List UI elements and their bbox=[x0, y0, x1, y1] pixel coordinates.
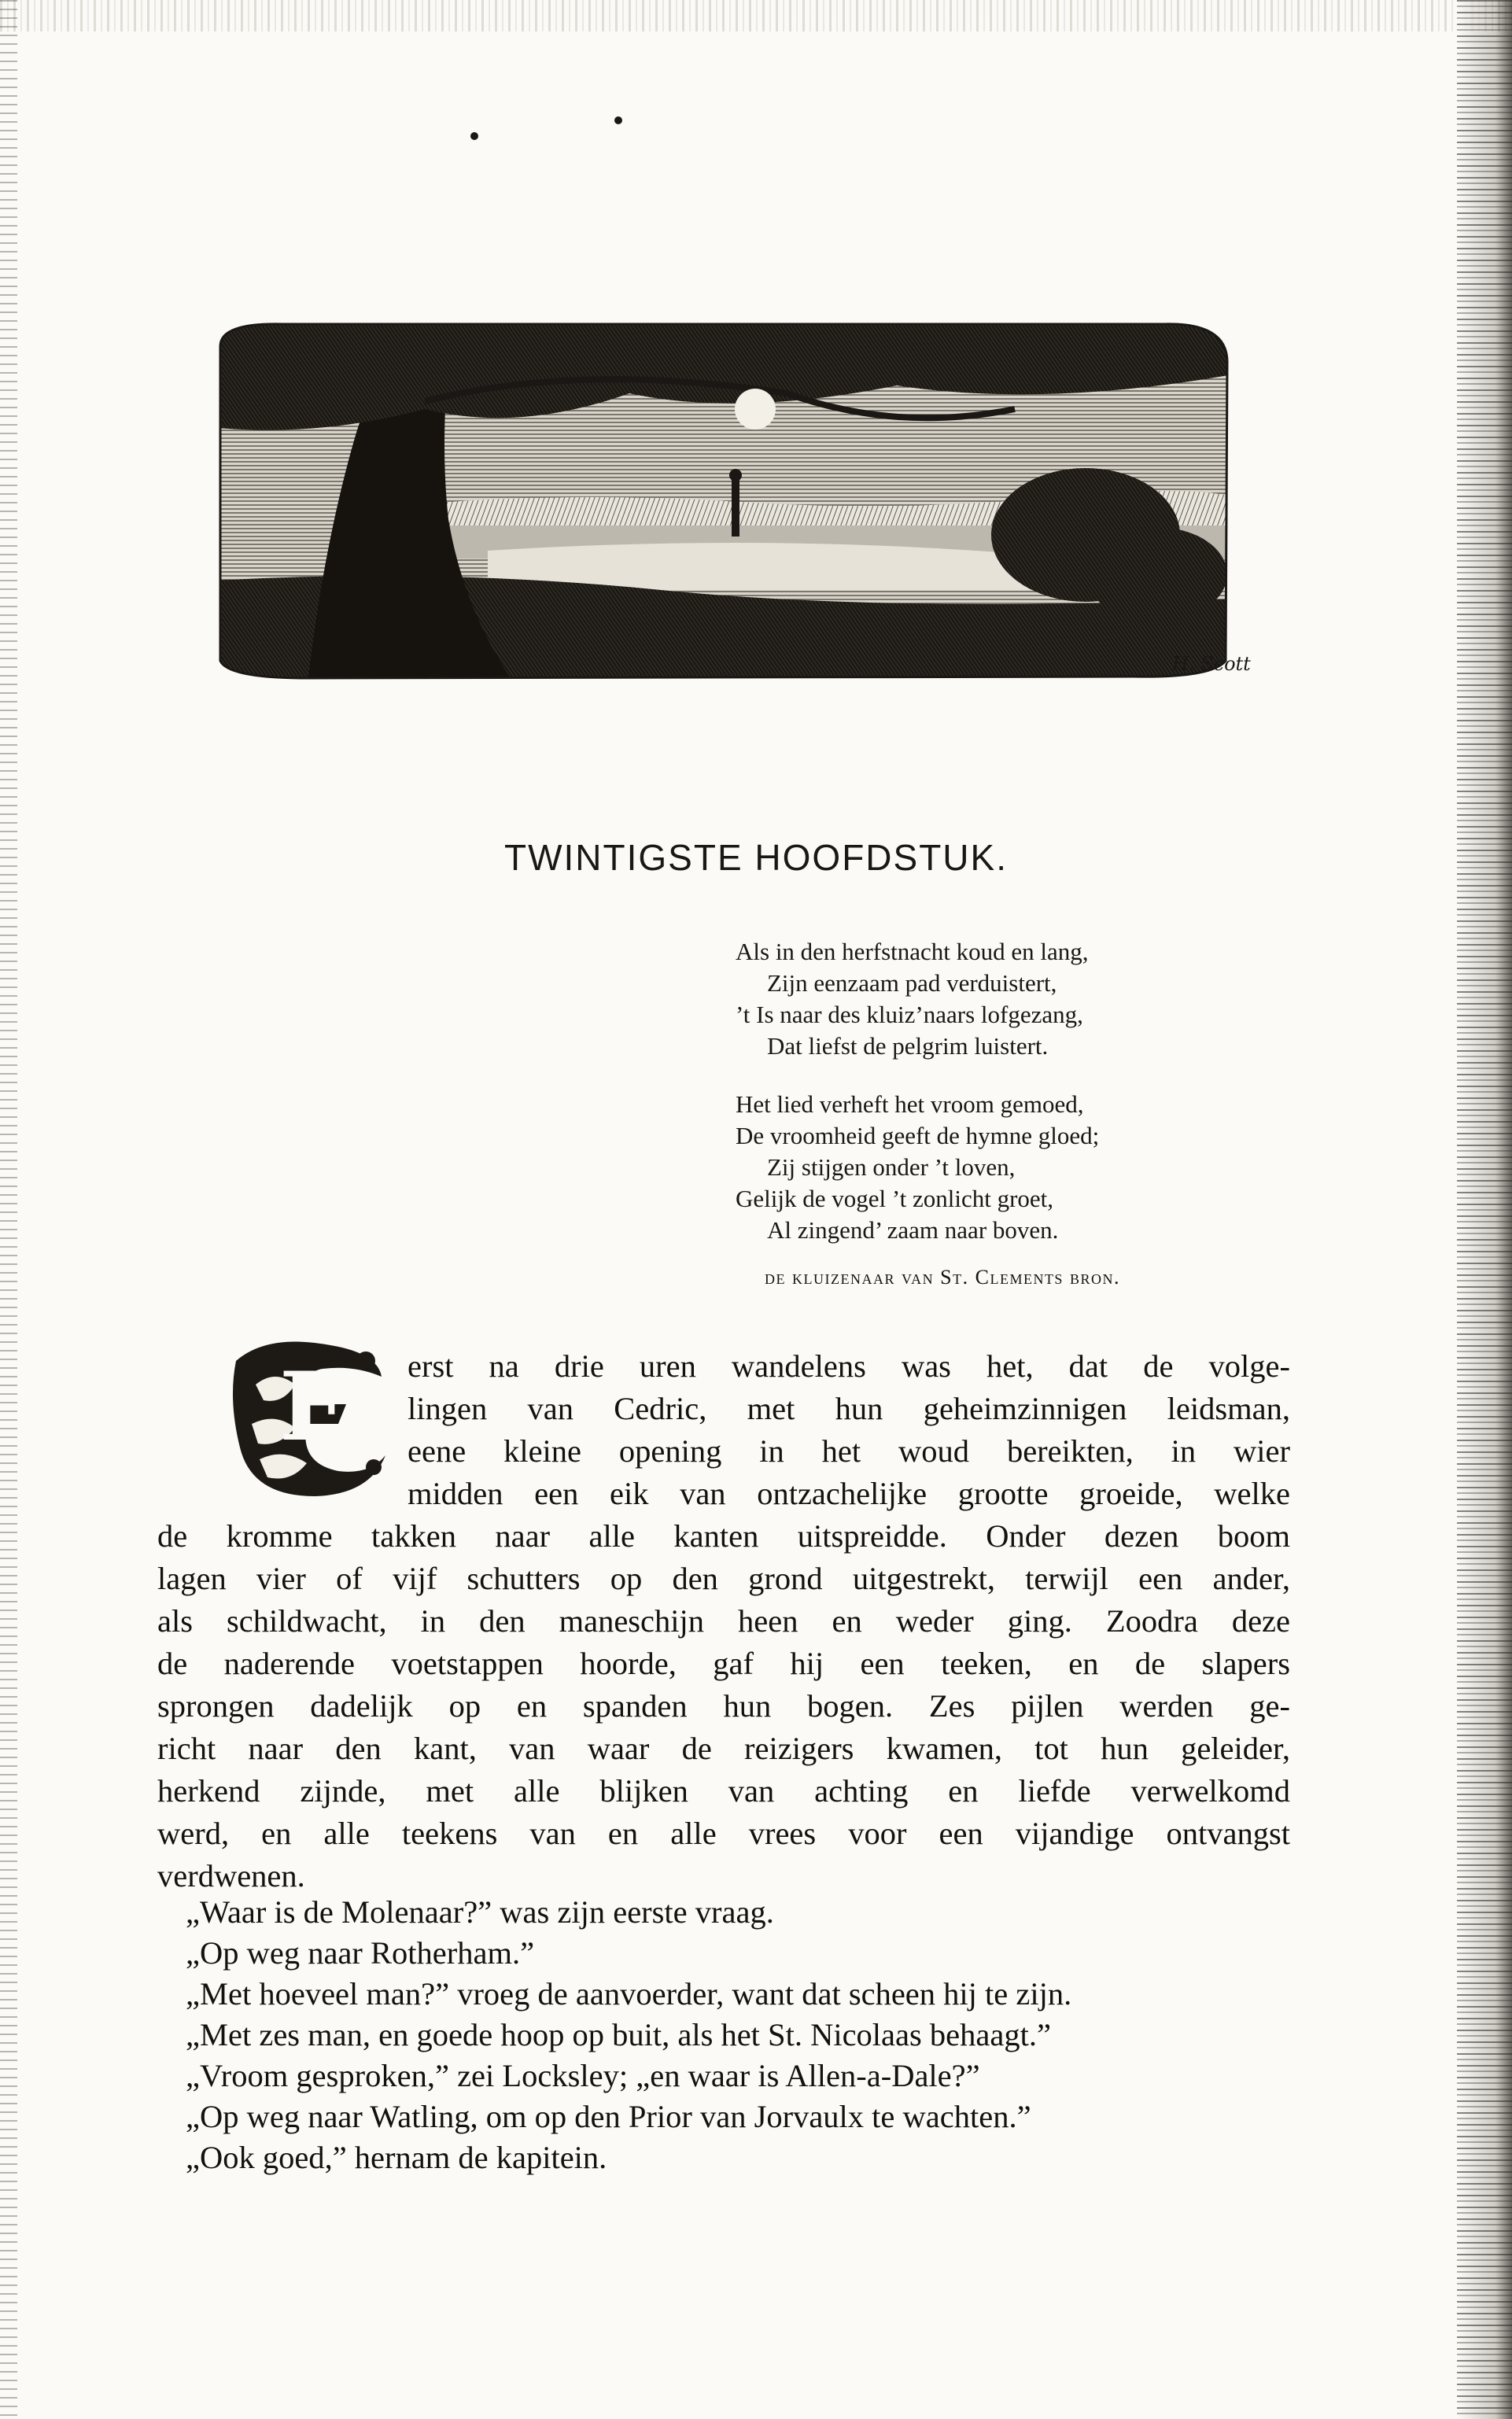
paragraph-line: verdwenen. bbox=[157, 1858, 305, 1894]
moonlit-oak-engraving bbox=[189, 315, 1259, 691]
paragraph-line: sprongen dadelijk op en spanden hun bogen. Zes pijlen werden ge- bbox=[157, 1688, 1290, 1724]
ink-speck bbox=[470, 132, 478, 140]
verse-line: Als in den herfstnacht koud en lang, bbox=[736, 938, 1089, 965]
page-edge-left bbox=[0, 0, 17, 2419]
paragraph-line: herkend zijnde, met alle blijken van achting en liefde verwelkomd bbox=[157, 1773, 1290, 1809]
page-edge-right bbox=[1457, 0, 1512, 2419]
verse-line: De vroomheid geeft de hymne gloed; bbox=[736, 1122, 1100, 1149]
paragraph-line: als schildwacht, in den maneschijn heen en weder ging. Zoodra deze bbox=[157, 1603, 1290, 1639]
paragraph-line: erst na drie uren wandelens was het, dat de volge- bbox=[408, 1348, 1290, 1384]
drop-cap-letter: E bbox=[279, 1351, 352, 1462]
verse-line: Gelijk de vogel ’t zonlicht groet, bbox=[736, 1185, 1054, 1212]
dialogue-line: „Op weg naar Watling, om op den Prior van Jorvaulx te wachten.” bbox=[186, 2099, 1031, 2134]
paragraph-line: eene kleine opening in het woud bereikten, in wier bbox=[408, 1433, 1290, 1469]
dialogue-line: „Met zes man, en goede hoop op buit, als het St. Nicolaas behaagt.” bbox=[186, 2017, 1051, 2052]
ink-speck bbox=[614, 116, 622, 124]
verse-line: ’t Is naar des kluiz’naars lofgezang, bbox=[736, 1001, 1083, 1028]
dialogue-line: „Op weg naar Rotherham.” bbox=[186, 1935, 535, 1971]
dialogue-block bbox=[186, 1892, 1287, 2178]
epigraph-attribution: de kluizenaar van St. Clements bron. bbox=[765, 1266, 1120, 1289]
paragraph-line: lagen vier of vijf schutters op den grond uitgestrekt, terwijl een ander, bbox=[157, 1561, 1290, 1596]
paragraph-line: lingen van Cedric, met hun geheimzinnigen leidsman, bbox=[408, 1391, 1290, 1426]
chapter-title: TWINTIGSTE HOOFDSTUK. bbox=[504, 837, 1008, 878]
dialogue-line: „Met hoeveel man?” vroeg de aanvoerder, want dat scheen hij te zijn. bbox=[186, 1976, 1072, 2012]
page-edge-top bbox=[0, 0, 1512, 31]
paragraph-line: midden een eik van ontzachelijke grootte groeide, welke bbox=[408, 1476, 1290, 1511]
paragraph-line: werd, en alle teekens van en alle vrees voor een vijandige ontvangst bbox=[157, 1816, 1290, 1851]
verse-line: Al zingend’ zaam naar boven. bbox=[767, 1216, 1059, 1244]
chapter-paragraph bbox=[157, 1345, 1290, 1897]
paragraph-line: de naderende voetstappen hoorde, gaf hij een teeken, en de slapers bbox=[157, 1646, 1290, 1681]
paragraph-line: richt naar den kant, van waar de reizigers kwamen, tot hun geleider, bbox=[157, 1731, 1290, 1766]
chapter-illustration bbox=[189, 315, 1259, 691]
engraver-signature: H. Scott bbox=[1172, 653, 1251, 675]
verse-line: Zij stijgen onder ’t loven, bbox=[767, 1153, 1016, 1181]
dialogue-line: „Vroom gesproken,” zei Locksley; „en waar is Allen-a-Dale?” bbox=[186, 2058, 980, 2093]
dialogue-line: „Ook goed,” hernam de kapitein. bbox=[186, 2140, 607, 2175]
dialogue-line: „Waar is de Molenaar?” was zijn eerste vraag. bbox=[186, 1894, 774, 1930]
verse-line: Dat liefst de pelgrim luistert. bbox=[767, 1032, 1049, 1060]
verse-line: Het lied verheft het vroom gemoed, bbox=[736, 1090, 1084, 1118]
epigraph-verse bbox=[736, 936, 1302, 1246]
verse-line: Zijn eenzaam pad verduistert, bbox=[767, 969, 1057, 997]
paragraph-line: de kromme takken naar alle kanten uitspreidde. Onder dezen boom bbox=[157, 1518, 1290, 1554]
